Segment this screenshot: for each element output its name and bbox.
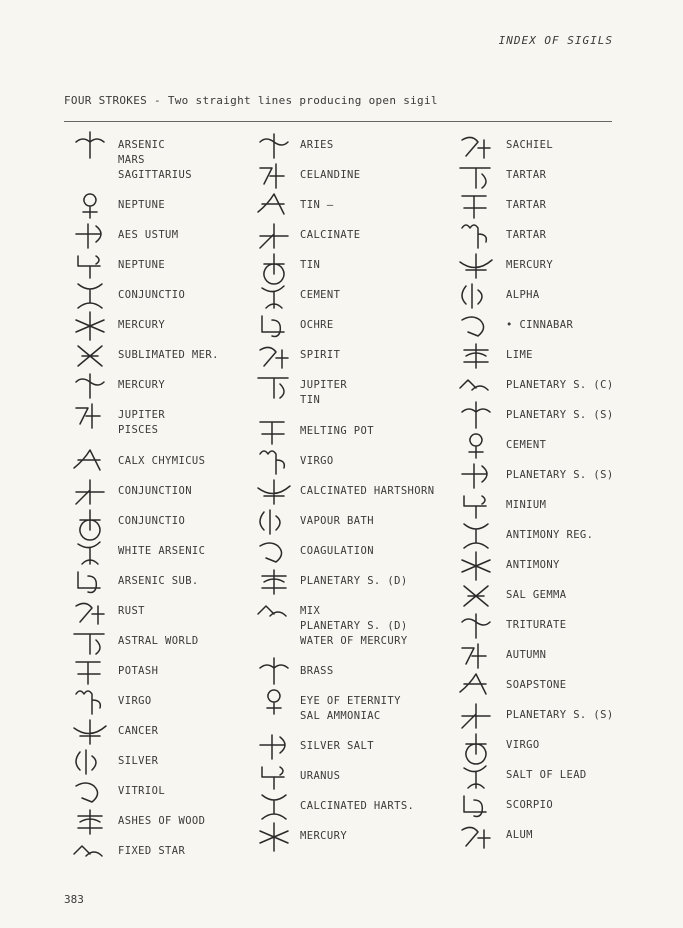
celandine-sigil-icon [254,160,294,190]
sigil-labels [300,829,347,844]
sigil-label: ANTIMONY REG. [506,529,594,541]
sigil-labels [300,454,334,469]
sigil-label: • CINNABAR [506,319,574,331]
sigil-labels [506,318,573,333]
sigil-label: SILVER SALT [300,740,374,752]
sigil-labels [506,648,546,663]
sigil-label: MERCURY [118,379,166,391]
sigil-labels [300,799,414,814]
sigil-labels [300,694,401,724]
planetary-s-s-sigil-icon [456,400,496,430]
jupiter-tin-sigil-icon [254,370,294,400]
sigil-labels [506,168,546,183]
fixed-star-sigil-icon [70,836,110,866]
sal-gemma-sigil-icon [456,580,496,610]
sigil-label: MELTING POT [300,425,374,437]
sigil-label: COAGULATION [300,545,374,557]
sigil-label: CONJUNCTIO [118,289,186,301]
virgo-sigil-icon [70,686,110,716]
mercury-arch-sigil-icon [456,250,496,280]
sigil-label: SCORPIO [506,799,554,811]
rust-sigil-icon [70,596,110,626]
ochre-sigil-icon [254,310,294,340]
cancer-sigil-icon [70,716,110,746]
sigil-label: VIRGO [118,695,152,707]
sigil-labels [300,604,408,649]
sigil-labels [118,634,199,649]
calcinated-harts-sigil-icon [254,791,294,821]
sigil-labels [118,664,158,679]
sigil-labels [118,604,145,619]
sigil-label: CELANDINE [300,169,361,181]
sigil-label: TARTAR [506,229,547,241]
melting-pot-sigil-icon [254,416,294,446]
conjunction-sigil-icon [70,476,110,506]
antimony-reg-sigil-icon [456,520,496,550]
tartar-sigil-icon [456,160,496,190]
planetary-s-d-sigil-icon [254,566,294,596]
sigil-labels [506,768,587,783]
sigil-label: CEMENT [300,289,341,301]
silver-sigil-icon [70,746,110,776]
sigil-label: CALCINATED HARTS. [300,800,415,812]
sigil-labels [300,258,320,273]
sigil-label: CONJUNCTIO [118,515,186,527]
sachiel-sigil-icon [456,130,496,160]
spirit-sigil-icon [254,340,294,370]
sigil-label: NEPTUNE [118,259,166,271]
sigil-labels [300,318,334,333]
sigil-labels [118,814,205,829]
sigil-label: MERCURY [300,830,348,842]
sigil-label: SPIRIT [300,349,341,361]
sigil-labels [118,228,179,243]
scorpio-sigil-icon [456,790,496,820]
eye-of-eternity-sigil-icon [254,686,294,716]
cement-alt-sigil-icon [456,430,496,460]
vapour-bath-sigil-icon [254,506,294,536]
sigil-label: TARTAR [506,199,547,211]
sigil-label: CEMENT [506,439,547,451]
sigil-label: PLANETARY S. (S) [506,709,614,721]
conjunctio-circle-sigil-icon [70,506,110,536]
sigil-label: MINIUM [506,499,547,511]
sigil-labels [118,258,165,273]
sigil-labels [506,408,614,423]
sigil-label: TARTAR [506,169,547,181]
sigil-label: PISCES [118,424,159,436]
sigil-labels [118,288,185,303]
sigil-label: SAL AMMONIAC [300,710,381,722]
sigil-label: RUST [118,605,145,617]
alpha-sigil-icon [456,280,496,310]
sigil-label: TIN [300,259,321,271]
sigil-labels [506,198,546,213]
sigil-label: ASTRAL WORLD [118,635,199,647]
sigil-label: VAPOUR BATH [300,515,374,527]
sigil-label: MERCURY [506,259,554,271]
brass-sigil-icon [254,656,294,686]
sigil-labels [506,678,567,693]
sigil-labels [506,348,533,363]
cement-sigil-icon [254,280,294,310]
sigil-labels [118,724,158,739]
white-arsenic-sigil-icon [70,536,110,566]
sigil-label: MIX [300,605,321,617]
triturate-sigil-icon [456,610,496,640]
sigil-label: TRITURATE [506,619,567,631]
arsenic-sub-sigil-icon [70,566,110,596]
sigil-label: SILVER [118,755,159,767]
alum-sigil-icon [456,820,496,850]
cinnabar-sigil-icon [456,310,496,340]
sigil-labels [118,844,185,859]
planetary-s-s-star-sigil-icon [456,700,496,730]
sigil-label: SOAPSTONE [506,679,567,691]
potash-sigil-icon [70,656,110,686]
sigil-labels [506,528,593,543]
sigil-labels [300,228,361,243]
sigil-label: LIME [506,349,533,361]
sigil-label: WATER OF MERCURY [300,635,408,647]
sigil-labels [506,228,546,243]
sigil-labels [300,168,361,183]
sigil-label: ARIES [300,139,334,151]
sigil-labels [506,378,614,393]
jupiter-pisces-sigil-icon [70,400,110,430]
silver-salt-sigil-icon [254,731,294,761]
minium-sigil-icon [456,490,496,520]
sigil-labels [506,438,546,453]
sigil-label: ALUM [506,829,533,841]
sigil-label: CALCINATE [300,229,361,241]
ashes-of-wood-sigil-icon [70,806,110,836]
sigil-label: ARSENIC [118,139,166,151]
sigil-labels [506,828,533,843]
sigil-label: URANUS [300,770,341,782]
tin-sigil-icon [254,190,294,220]
astral-world-sigil-icon [70,626,110,656]
sigil-labels [506,498,546,513]
sublimated-mercury-sigil-icon [70,340,110,370]
calx-chymicus-sigil-icon [70,446,110,476]
sigil-labels [118,484,192,499]
sigil-labels [300,739,374,754]
sigil-label: ANTIMONY [506,559,560,571]
sigil-label: OCHRE [300,319,334,331]
mercury-sigil-icon [70,370,110,400]
uranus-sigil-icon [254,761,294,791]
sigil-labels [118,784,165,799]
calcinated-hartshorn-sigil-icon [254,476,294,506]
planetary-s-s-alt-sigil-icon [456,460,496,490]
sigil-labels [118,348,219,363]
sigil-label: AUTUMN [506,649,547,661]
salt-of-lead-sigil-icon [456,760,496,790]
cross-curved-arms-sigil-icon [70,130,110,160]
sigil-labels [506,798,553,813]
sigil-labels [118,544,205,559]
soapstone-sigil-icon [456,670,496,700]
calcinate-sigil-icon [254,220,294,250]
virgo-alt-sigil-icon [254,446,294,476]
sigil-labels [300,288,340,303]
sigil-labels [506,708,614,723]
sigil-label: ARSENIC SUB. [118,575,199,587]
sigil-label: PLANETARY S. (C) [506,379,614,391]
sigil-label: SALT OF LEAD [506,769,587,781]
sigil-label: VITRIOL [118,785,166,797]
sigil-labels [118,754,158,769]
sigil-labels [300,664,334,679]
sigil-labels [118,378,165,393]
sigil-label: VIRGO [506,739,540,751]
sigil-label: TIN — [300,199,334,211]
neptune-circle-sigil-icon [70,190,110,220]
sigil-labels [300,424,374,439]
mercury-alt-sigil-icon [254,821,294,851]
sigil-labels [118,454,205,469]
sigil-labels [300,138,334,153]
sigil-labels [300,348,340,363]
sigil-label: WHITE ARSENIC [118,545,206,557]
sigil-label: JUPITER [118,409,166,421]
sigil-label: CANCER [118,725,159,737]
tin-alt-sigil-icon [254,250,294,280]
sigil-label: AES USTUM [118,229,179,241]
sigil-label: BRASS [300,665,334,677]
sigil-label: MERCURY [118,319,166,331]
aes-ustum-sigil-icon [70,220,110,250]
sigil-label: PLANETARY S. (D) [300,575,408,587]
running-head: INDEX OF SIGILS [498,34,613,47]
neptune-trident-sigil-icon [70,250,110,280]
antimony-sigil-icon [456,550,496,580]
sigil-labels [300,769,340,784]
mercury-cross-sigil-icon [70,310,110,340]
tartar-alt-sigil-icon [456,190,496,220]
sigil-label: POTASH [118,665,159,677]
sigil-label: SUBLIMATED MER. [118,349,219,361]
sigil-labels [506,258,553,273]
sigil-label: ALPHA [506,289,540,301]
sigil-labels [300,514,374,529]
autumn-sigil-icon [456,640,496,670]
sigil-labels [506,468,614,483]
sigil-label: FIXED STAR [118,845,186,857]
virgo-z-sigil-icon [456,730,496,760]
sigil-label: ASHES OF WOOD [118,815,206,827]
sigil-labels [300,544,374,559]
sigil-labels [300,574,408,589]
sigil-labels [300,484,434,499]
sigil-labels [300,378,347,408]
sigil-labels [300,198,334,213]
aries-sigil-icon [254,130,294,160]
sigil-labels [118,694,152,709]
sigil-label: PLANETARY S. (S) [506,469,614,481]
sigil-label: EYE OF ETERNITY [300,695,401,707]
sigil-label: SAGITTARIUS [118,169,192,181]
sigil-label: SAL GEMMA [506,589,567,601]
sigil-label: CONJUNCTION [118,485,192,497]
sigil-labels [506,738,540,753]
sigil-labels [118,198,165,213]
sigil-label: PLANETARY S. (D) [300,620,408,632]
sigil-label: MARS [118,154,145,166]
section-heading: FOUR STROKES - Two straight lines producing open sigil [64,94,438,107]
sigil-labels [506,588,567,603]
sigil-labels [506,618,567,633]
sigil-label: VIRGO [300,455,334,467]
sigil-label: JUPITER [300,379,348,391]
sigil-label: SACHIEL [506,139,554,151]
planetary-s-c-sigil-icon [456,370,496,400]
mix-sigil-icon [254,596,294,626]
sigil-label: PLANETARY S. (S) [506,409,614,421]
sigil-labels [506,138,553,153]
sigil-labels [118,138,192,183]
page-number: 383 [64,893,84,906]
sigil-label: NEPTUNE [118,199,166,211]
vitriol-sigil-icon [70,776,110,806]
heading-rule [64,121,612,122]
sigil-labels [118,574,199,589]
sigil-label: CALCINATED HARTSHORN [300,485,435,497]
lime-sigil-icon [456,340,496,370]
sigil-labels [506,288,540,303]
sigil-label: CALX CHYMICUS [118,455,206,467]
sigil-labels [118,408,165,438]
sigil-labels [118,318,165,333]
sigil-label: TIN [300,394,321,406]
tartar-hook-sigil-icon [456,220,496,250]
sigil-labels [506,558,560,573]
conjunctio-sigil-icon [70,280,110,310]
sigil-labels [118,514,185,529]
coagulation-sigil-icon [254,536,294,566]
